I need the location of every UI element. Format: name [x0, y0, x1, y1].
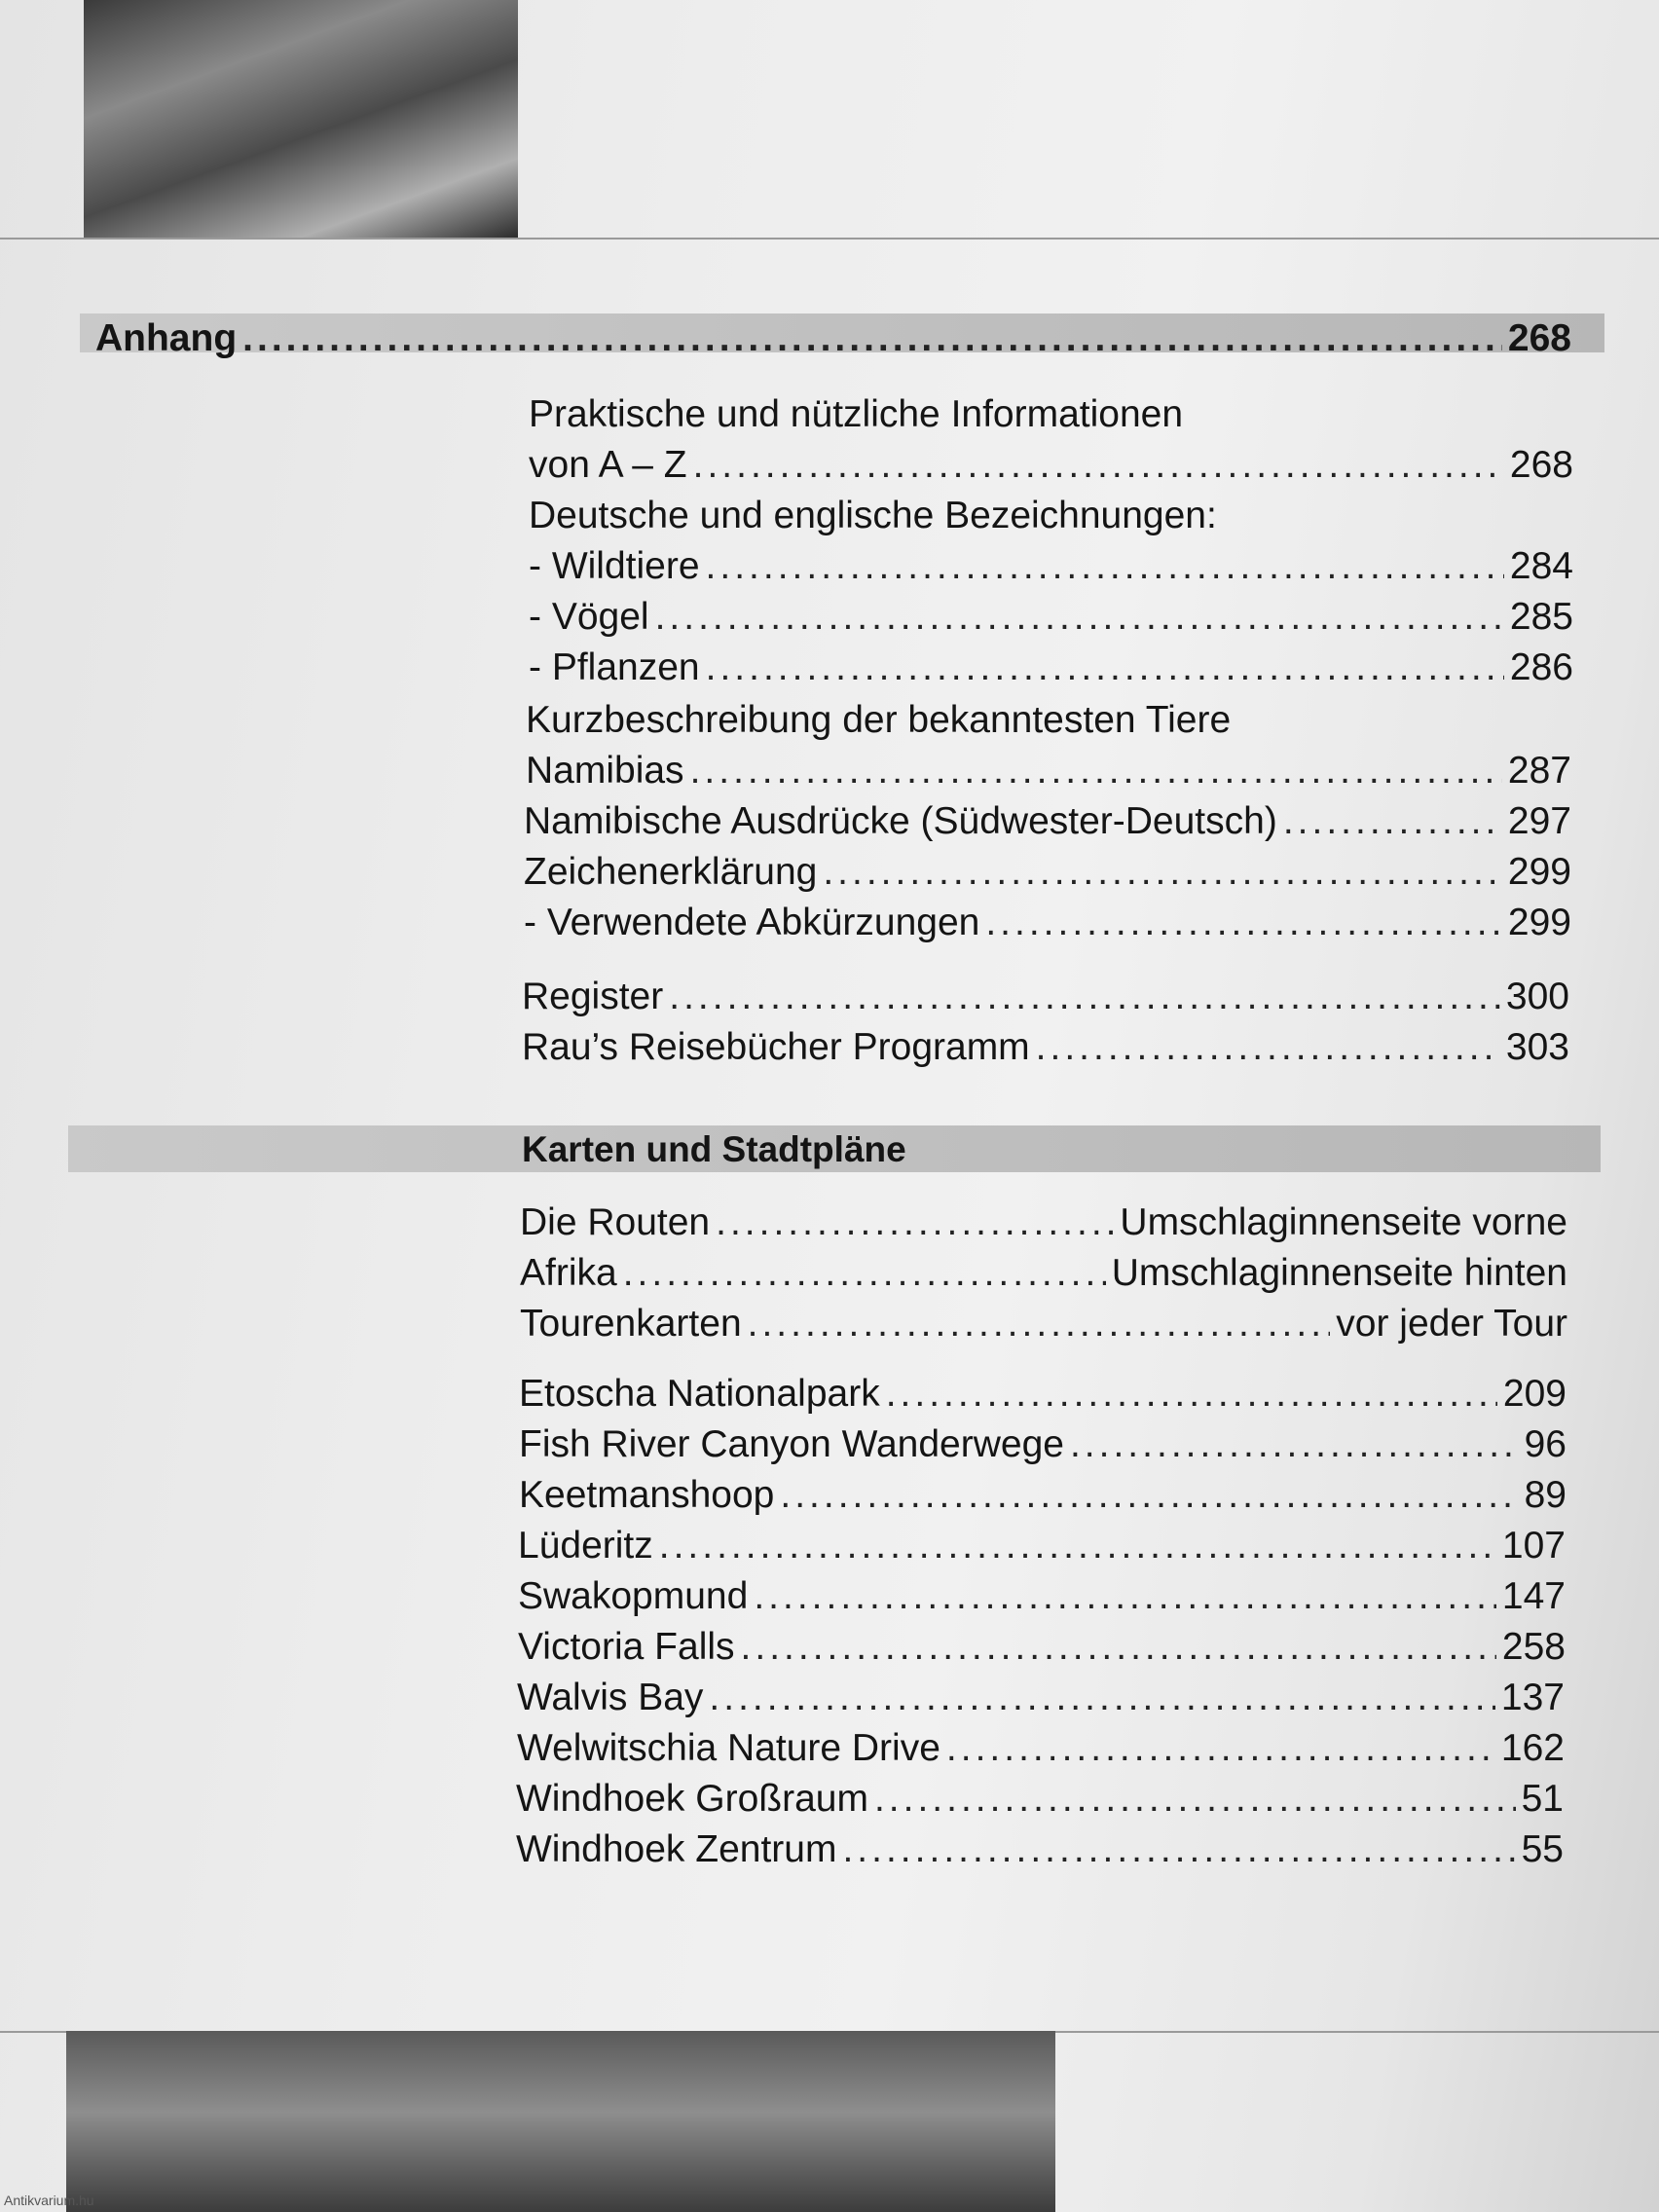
toc-entry	[529, 596, 1573, 643]
leader-dots	[690, 750, 1502, 793]
map-entry	[519, 1423, 1567, 1470]
toc-entry-label: von A – Z	[529, 444, 687, 486]
leader-dots	[754, 1575, 1496, 1618]
map-entry-page: 162	[1500, 1727, 1565, 1769]
map-entry-label: Windhoek Großraum	[516, 1778, 868, 1820]
toc-entry-label: - Wildtiere	[529, 545, 700, 587]
toc-entry-label: Zeichenerklärung	[524, 851, 818, 893]
toc-entry-label: - Pflanzen	[529, 646, 700, 688]
leader-dots	[748, 1303, 1331, 1346]
leader-dots	[706, 545, 1504, 588]
map-entry-page: 96	[1524, 1423, 1567, 1465]
map-entry-page: 147	[1501, 1575, 1566, 1617]
toc-entry-label: - Verwendete Abkürzungen	[524, 902, 980, 943]
leader-dots	[1070, 1423, 1519, 1466]
leader-dots	[655, 596, 1504, 639]
map-entry-label: Swakopmund	[518, 1575, 749, 1617]
map-entry-label: Welwitschia Nature Drive	[517, 1727, 940, 1769]
map-entry-page: 55	[1521, 1828, 1564, 1870]
map-entry	[519, 1373, 1567, 1419]
toc-entry-page: 287	[1507, 750, 1571, 792]
map-entry-label: Etoscha Nationalpark	[519, 1373, 880, 1415]
leader-dots	[693, 444, 1504, 487]
map-entry-label: Windhoek Zentrum	[516, 1828, 837, 1870]
map-entry-label: Victoria Falls	[518, 1626, 735, 1668]
map-entry-page: Umschlaginnenseite hinten	[1111, 1252, 1567, 1294]
map-entry	[517, 1727, 1565, 1774]
map-entry-page: 89	[1524, 1474, 1567, 1516]
map-entry	[520, 1252, 1567, 1299]
leader-dots	[706, 646, 1504, 689]
leader-dots	[716, 1201, 1114, 1244]
toc-entry-label: Kurzbeschreibung der bekanntesten Tiere	[526, 699, 1232, 741]
leader-dots	[669, 976, 1500, 1018]
toc-entry-page: 300	[1505, 976, 1569, 1017]
toc-entry-page: 299	[1507, 902, 1571, 943]
map-entry-page: 107	[1501, 1525, 1566, 1567]
toc-entry-label: Namibische Ausdrücke (Südwester-Deutsch)	[524, 800, 1277, 842]
map-entry-label: Tourenkarten	[520, 1303, 742, 1345]
toc-entry	[524, 851, 1571, 898]
map-entry-page: 137	[1500, 1677, 1565, 1718]
leader-dots	[780, 1474, 1518, 1517]
map-entry-label: Lüderitz	[518, 1525, 653, 1567]
leader-dots	[874, 1778, 1516, 1821]
leader-dots	[842, 1828, 1515, 1871]
map-entry	[516, 1828, 1564, 1875]
map-entry	[517, 1677, 1565, 1723]
toc-entry	[522, 976, 1569, 1022]
map-entry-page: Umschlaginnenseite vorne	[1120, 1201, 1567, 1243]
map-entry-page: 209	[1502, 1373, 1567, 1415]
toc-entry-label: Deutsche und englische Bezeichnungen:	[529, 495, 1217, 536]
map-entry	[518, 1525, 1566, 1571]
leader-dots	[741, 1626, 1496, 1669]
leader-dots	[946, 1727, 1495, 1770]
anhang-page: 268	[1507, 317, 1571, 359]
toc-entry	[524, 800, 1571, 847]
leader-dots	[623, 1252, 1106, 1295]
toc-entry-page: 286	[1509, 646, 1573, 688]
map-entry	[520, 1303, 1567, 1349]
leader-dots	[1036, 1026, 1500, 1069]
map-entry	[518, 1575, 1566, 1622]
map-entry	[520, 1201, 1567, 1248]
toc-entry	[526, 750, 1571, 796]
top-photo	[84, 0, 518, 238]
leader-dots	[242, 317, 1502, 360]
toc-entry-page: 268	[1509, 444, 1573, 486]
map-entry-page: 51	[1521, 1778, 1564, 1820]
anhang-header	[95, 317, 1571, 364]
top-divider	[0, 238, 1659, 240]
toc-entry-page: 297	[1507, 800, 1571, 842]
toc-entry-page: 303	[1505, 1026, 1569, 1068]
leader-dots	[985, 902, 1502, 944]
toc-entry-page: 284	[1509, 545, 1573, 587]
toc-entry	[529, 444, 1573, 491]
toc-entry-label: Praktische und nützliche Informationen	[529, 393, 1184, 435]
map-entry	[519, 1474, 1567, 1521]
toc-entry-label: Register	[522, 976, 664, 1017]
map-entry-label: Walvis Bay	[517, 1677, 704, 1718]
leader-dots	[823, 851, 1502, 894]
map-entry-label: Afrika	[520, 1252, 617, 1294]
map-entry-label: Keetmanshoop	[519, 1474, 775, 1516]
toc-entry	[524, 902, 1571, 948]
toc-entry-label: Rau’s Reisebücher Programm	[522, 1026, 1030, 1068]
map-entry	[516, 1778, 1564, 1825]
map-entry-page: vor jeder Tour	[1336, 1303, 1567, 1345]
toc-entry	[529, 545, 1573, 592]
toc-entry-label: Namibias	[526, 750, 684, 792]
leader-dots	[659, 1525, 1496, 1567]
toc-entry	[529, 646, 1573, 693]
toc-entry-label: - Vögel	[529, 596, 649, 638]
map-entry-page: 258	[1501, 1626, 1566, 1668]
karten-title: Karten und Stadtpläne	[522, 1129, 906, 1169]
leader-dots	[886, 1373, 1497, 1416]
toc-entry-page: 299	[1507, 851, 1571, 893]
toc-entry-page: 285	[1509, 596, 1573, 638]
watermark: Antikvarium.hu	[4, 2193, 94, 2208]
toc-entry	[522, 1026, 1569, 1073]
bottom-photo	[66, 2031, 1055, 2212]
map-entry-label: Die Routen	[520, 1201, 711, 1243]
map-entry-label: Fish River Canyon Wanderwege	[519, 1423, 1064, 1465]
leader-dots	[1283, 800, 1502, 843]
leader-dots	[709, 1677, 1495, 1719]
anhang-title: Anhang	[95, 317, 238, 359]
map-entry	[518, 1626, 1566, 1673]
